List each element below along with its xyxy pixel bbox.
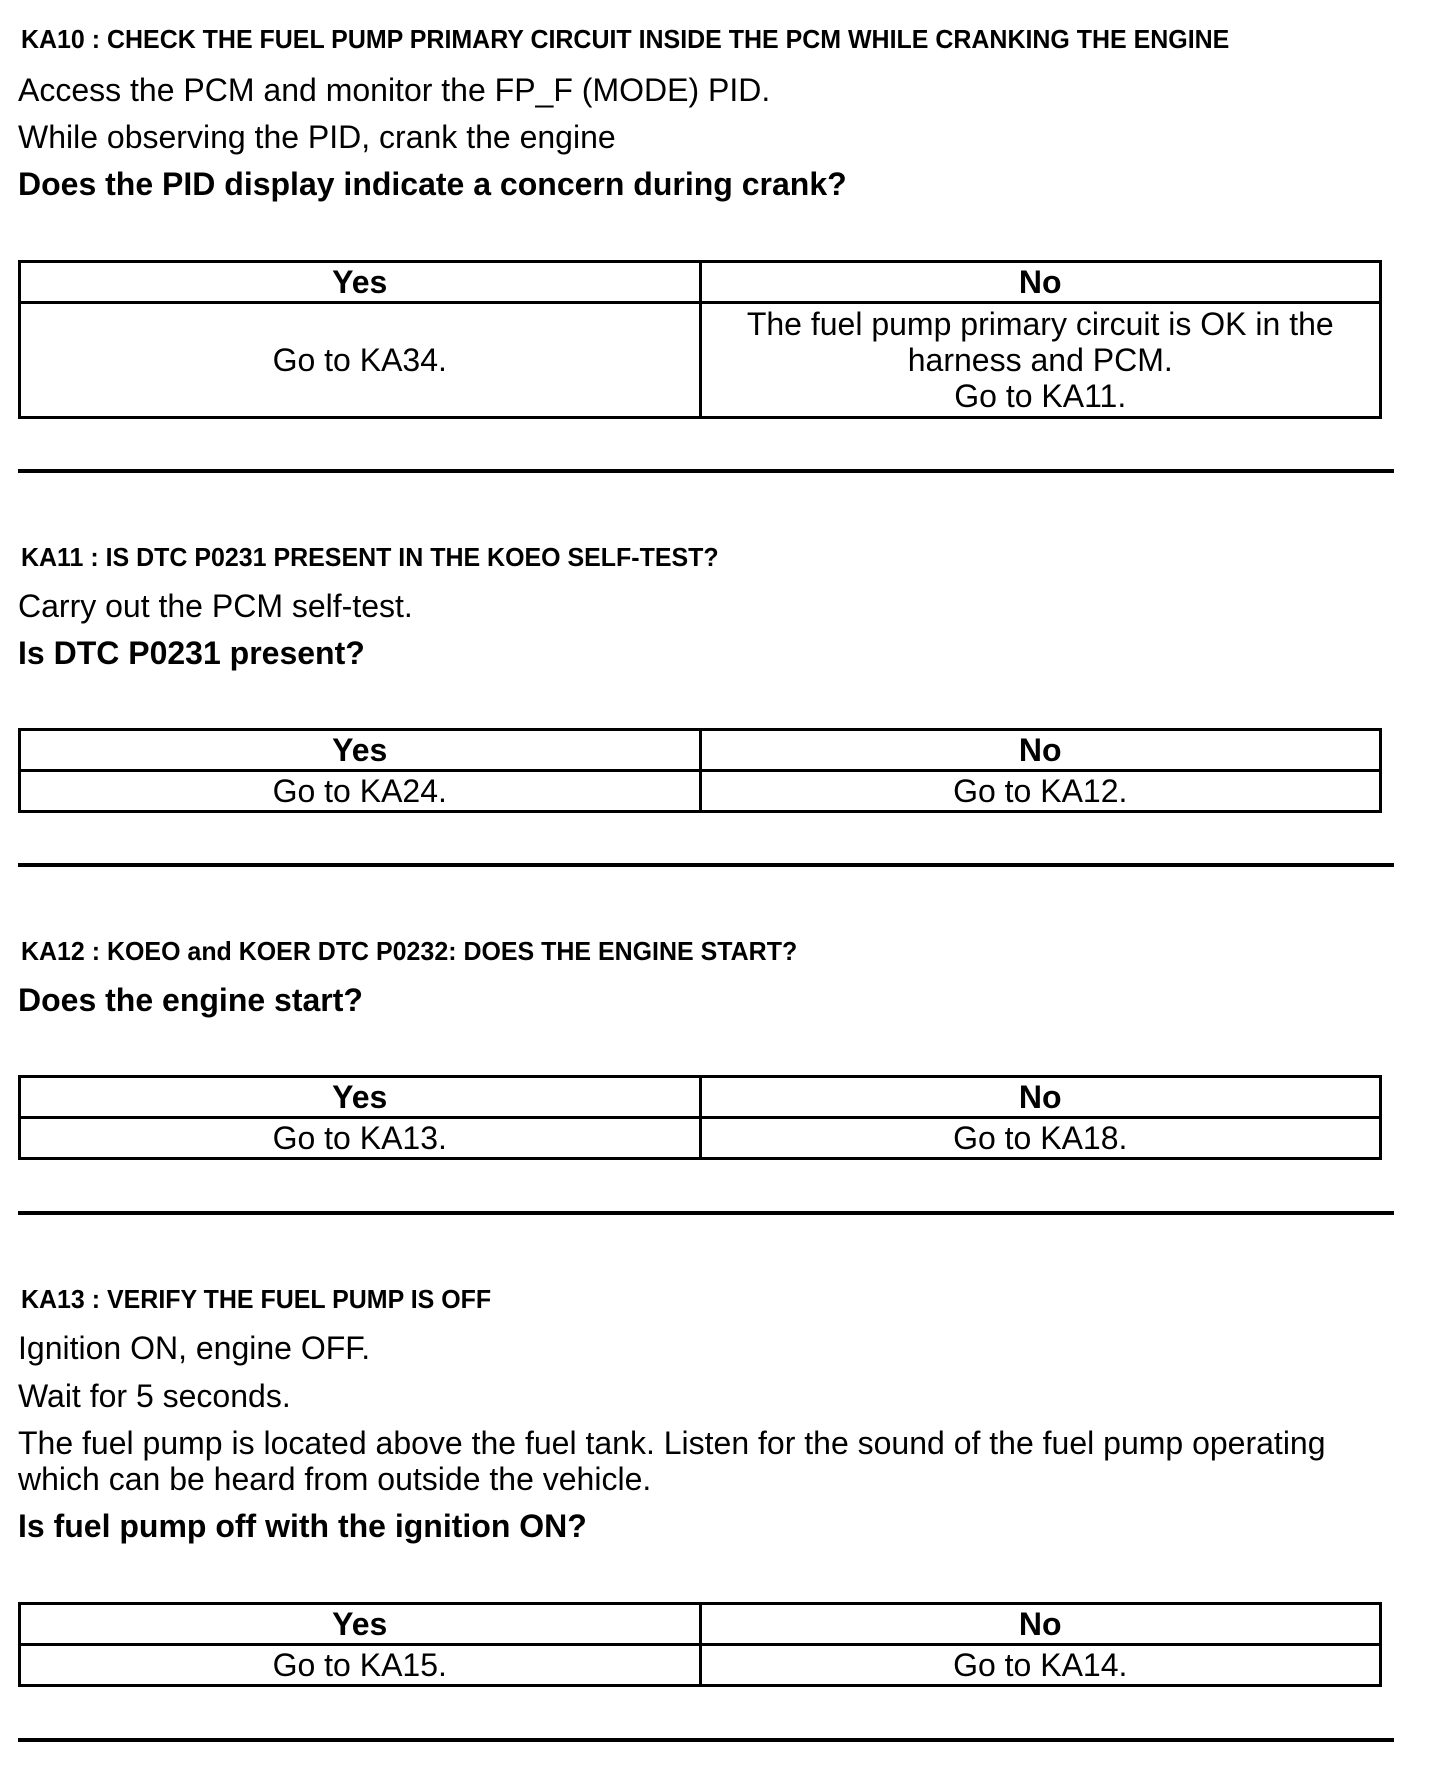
step-heading-ka11: KA11 : IS DTC P0231 PRESENT IN THE KOEO SELF-TEST? <box>21 542 719 572</box>
instruction-text: Wait for 5 seconds. <box>18 1378 291 1414</box>
step-heading-ka13: KA13 : VERIFY THE FUEL PUMP IS OFF <box>21 1284 492 1314</box>
yes-no-table-ka11 <box>18 728 1382 813</box>
yes-cell: Go to KA13. <box>20 1118 701 1159</box>
no-cell-line: harness and PCM. <box>907 342 1173 378</box>
instruction-text: Ignition ON, engine OFF. <box>18 1330 371 1366</box>
yes-no-table-ka10 <box>18 260 1382 419</box>
no-cell: Go to KA18. <box>700 1118 1381 1159</box>
yes-cell: Go to KA15. <box>20 1645 701 1686</box>
no-header: No <box>700 262 1381 303</box>
step-question: Is fuel pump off with the ignition ON? <box>18 1508 587 1544</box>
section-divider <box>18 1211 1394 1215</box>
no-cell <box>700 303 1381 418</box>
yes-cell: Go to KA24. <box>20 771 701 812</box>
yes-no-table-ka13 <box>18 1602 1382 1687</box>
no-header: No <box>700 1604 1381 1645</box>
instruction-text: The fuel pump is located above the fuel tank. Listen for the sound of the fuel pump operating which can be heard from outside the vehicle. <box>18 1425 1326 1497</box>
step-question: Is DTC P0231 present? <box>18 635 365 671</box>
step-heading-ka12: KA12 : KOEO and KOER DTC P0232: DOES THE ENGINE START? <box>21 936 798 966</box>
step-heading-ka10: KA10 : CHECK THE FUEL PUMP PRIMARY CIRCUIT INSIDE THE PCM WHILE CRANKING THE ENGINE <box>21 24 1230 54</box>
yes-no-table-ka12 <box>18 1075 1382 1160</box>
no-cell-line: The fuel pump primary circuit is OK in the <box>746 306 1334 342</box>
no-cell: Go to KA12. <box>700 771 1381 812</box>
yes-cell-line: Go to KA34. <box>272 342 447 378</box>
yes-header: Yes <box>20 730 701 771</box>
section-divider <box>18 469 1394 473</box>
instruction-text: Access the PCM and monitor the FP_F (MODE) PID. <box>18 72 771 108</box>
instruction-text: While observing the PID, crank the engine <box>18 119 616 155</box>
step-question: Does the PID display indicate a concern during crank? <box>18 166 847 202</box>
section-divider <box>18 1738 1394 1742</box>
yes-cell <box>20 303 701 418</box>
yes-header: Yes <box>20 1077 701 1118</box>
instruction-text: Carry out the PCM self-test. <box>18 588 413 624</box>
section-divider <box>18 863 1394 867</box>
yes-header: Yes <box>20 1604 701 1645</box>
no-cell: Go to KA14. <box>700 1645 1381 1686</box>
no-header: No <box>700 1077 1381 1118</box>
no-cell-line: Go to KA11. <box>954 378 1127 414</box>
no-header: No <box>700 730 1381 771</box>
yes-header: Yes <box>20 262 701 303</box>
step-question: Does the engine start? <box>18 982 363 1018</box>
